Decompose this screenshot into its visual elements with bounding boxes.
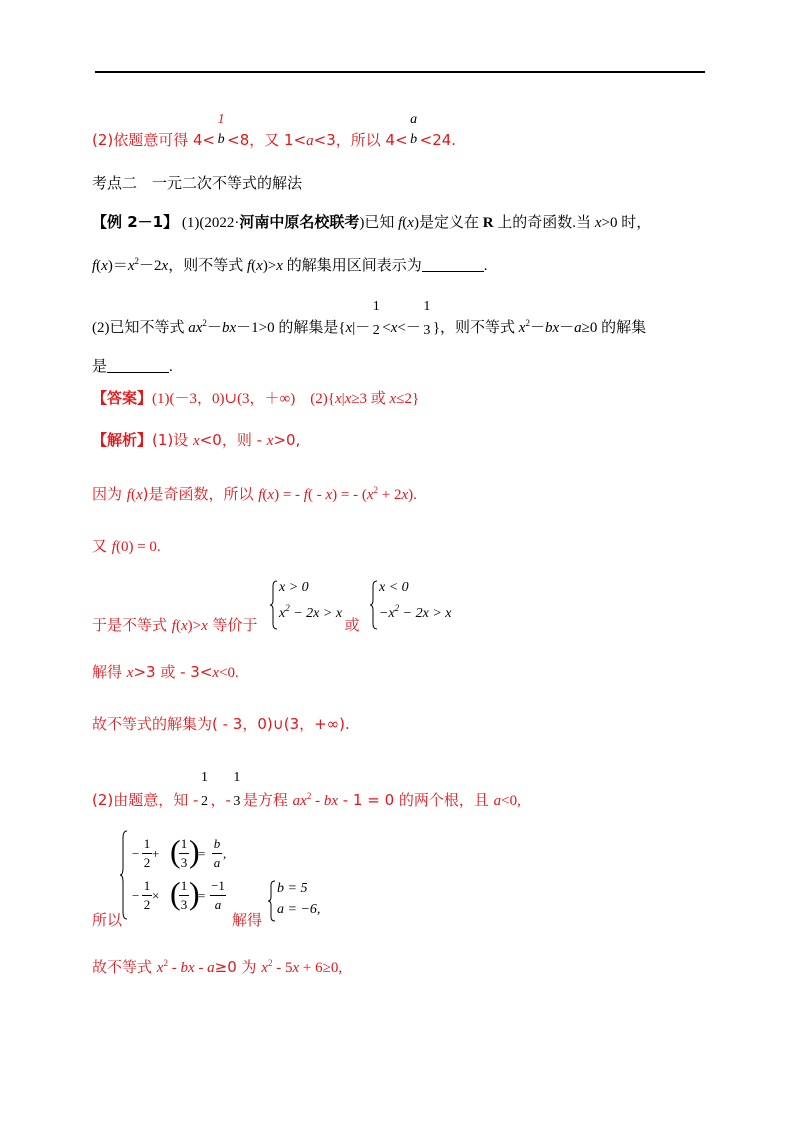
text: )是定义在 xyxy=(413,215,483,231)
var: x xyxy=(201,618,208,634)
analysis-line xyxy=(92,430,300,451)
var: x xyxy=(366,487,374,503)
section-title: 考点二 一元二次不等式的解法 xyxy=(92,176,303,192)
text: (2)依题意可得 4< xyxy=(92,131,216,149)
var: x xyxy=(594,215,602,231)
question-2-line xyxy=(92,298,647,339)
text: <0，则 - xyxy=(199,431,267,449)
text: ≥3 或 xyxy=(351,391,390,407)
var: a xyxy=(574,320,582,336)
text: . xyxy=(483,258,488,274)
equals: = xyxy=(198,888,206,903)
section-heading xyxy=(92,174,302,194)
text: － xyxy=(559,320,575,336)
system-term: − 2x > x xyxy=(289,606,343,621)
text: 于是不等式 xyxy=(92,616,172,634)
text: <0. xyxy=(219,665,239,681)
text: ( xyxy=(251,258,257,274)
fraction-numerator: 1 xyxy=(233,769,241,785)
text: ≥0 的解集 xyxy=(581,320,647,336)
text: (2)由题意，知 - xyxy=(92,791,199,809)
var: x xyxy=(407,215,414,231)
brace-icon xyxy=(120,830,128,920)
system-row: x > 0 xyxy=(279,580,309,595)
set-R: R xyxy=(482,215,494,231)
prev-solution-line xyxy=(92,111,457,152)
text: ( - xyxy=(307,487,326,503)
var: x xyxy=(518,320,526,336)
text: <0, xyxy=(501,793,521,809)
fraction-denominator: a xyxy=(214,897,222,912)
var: ax xyxy=(188,320,203,336)
exponent: 2 xyxy=(525,318,530,328)
text: )已知 xyxy=(359,215,399,231)
text: )> xyxy=(187,618,202,634)
fraction-numerator: 1 xyxy=(372,298,380,314)
var: f xyxy=(111,539,116,555)
text: <24. xyxy=(419,131,457,149)
comma: , xyxy=(223,846,227,861)
fraction-numerator: 1 xyxy=(217,111,225,127)
fraction-denominator: a xyxy=(213,855,221,870)
text: 因为 xyxy=(92,485,127,503)
var: x xyxy=(344,391,352,407)
minus: − xyxy=(132,846,140,861)
var: x xyxy=(256,258,263,274)
text: )是奇函数，所以 xyxy=(142,485,259,503)
text: 的解集用区间表示为 xyxy=(282,258,422,274)
var: x xyxy=(261,960,268,976)
text: - 1 = 0 的两个根，且 xyxy=(337,791,494,809)
text: ( xyxy=(130,487,136,503)
minus: − xyxy=(132,888,140,903)
solution-step-8 xyxy=(92,957,342,978)
solution-step-5 xyxy=(92,714,350,735)
text: (1)(2022· xyxy=(178,215,240,231)
var: a xyxy=(493,793,502,809)
exponent: 2 xyxy=(202,318,207,328)
solution-step-4 xyxy=(92,662,239,683)
text: － xyxy=(529,320,545,336)
answer-blank xyxy=(422,257,484,272)
text: ，- xyxy=(210,791,231,809)
var: x xyxy=(127,258,135,274)
solution-step-2 xyxy=(92,536,161,557)
source: 河南中原名校联考 xyxy=(239,213,360,231)
text: ≥0 为 xyxy=(214,958,262,976)
text: 所以 xyxy=(92,911,123,929)
fraction-numerator: 1 xyxy=(143,878,151,893)
var: x xyxy=(389,391,397,407)
text: )＝ xyxy=(107,258,128,274)
example-tag: 【例 2－1】 xyxy=(92,213,179,231)
text: <3，所以 4< xyxy=(313,131,408,149)
var: f xyxy=(171,618,176,634)
equation-system: − 1 2 + ( 1 3 ) = b a , − 1 2 × ( 1 3 ) = −1 a xyxy=(120,830,235,922)
text: 上的奇函数.当 xyxy=(493,215,595,231)
text: －1>0 的解集是{ xyxy=(236,320,346,336)
text: 故不等式 xyxy=(92,958,157,976)
var: ax xyxy=(292,793,307,809)
exponent: 2 xyxy=(285,603,290,613)
text: ，则不等式 xyxy=(168,258,247,274)
var: f xyxy=(258,487,263,503)
text: < xyxy=(382,320,391,336)
text: 故不等式的解集为( - 3，0)∪(3，+∞). xyxy=(92,715,350,733)
answer-line xyxy=(92,388,419,409)
exponent: 2 xyxy=(373,485,379,495)
text: ( xyxy=(96,258,102,274)
solve-label xyxy=(232,910,262,931)
var: x xyxy=(193,433,200,449)
header-rule xyxy=(95,71,705,73)
text: 又 xyxy=(92,537,112,555)
text: 或 xyxy=(344,616,360,634)
answer-blank xyxy=(107,358,169,373)
exponent: 2 xyxy=(394,603,400,613)
var: x xyxy=(126,665,134,681)
exponent: 2 xyxy=(163,958,168,968)
answer-tag: 【答案】 xyxy=(92,389,153,407)
text: + 2 xyxy=(378,487,402,503)
solution-step-7 xyxy=(92,910,122,931)
var: x xyxy=(161,258,169,274)
text: >0, xyxy=(273,431,301,449)
text: 解得 xyxy=(232,911,263,929)
text: －2 xyxy=(139,258,162,274)
fraction-numerator: −1 xyxy=(211,878,225,893)
text: (0) = 0. xyxy=(115,539,161,555)
fraction-denominator: 3 xyxy=(180,897,188,912)
text: 解得 xyxy=(92,663,127,681)
text: ). xyxy=(408,487,417,503)
text: ( xyxy=(262,487,268,503)
text: (1)(－3，0)∪(3，＋∞) (2){ xyxy=(152,391,335,407)
exponent: 2 xyxy=(267,958,273,968)
var: x xyxy=(135,487,143,503)
fraction-numerator: 1 xyxy=(200,769,208,785)
system-row: b = 5 xyxy=(277,881,308,896)
question-2-line-b xyxy=(92,357,173,377)
brace-icon xyxy=(270,580,278,630)
fraction-denominator: b xyxy=(410,131,418,147)
text: - xyxy=(194,960,208,976)
fraction-denominator: 2 xyxy=(143,855,151,870)
text: ) = - xyxy=(274,487,304,503)
exponent: 2 xyxy=(134,256,140,266)
fraction-numerator: 1 xyxy=(180,878,188,893)
var: f xyxy=(398,215,403,231)
equals: = xyxy=(198,846,206,861)
fraction-denominator: 2 xyxy=(143,897,151,912)
text: 是 xyxy=(92,359,108,375)
example-line-1 xyxy=(92,212,651,233)
text: }，则不等式 xyxy=(432,320,519,336)
var: bx xyxy=(544,320,560,336)
var: x xyxy=(266,433,274,449)
plus: + xyxy=(152,846,160,861)
system-term: −x xyxy=(379,606,395,621)
text: ) = - ( xyxy=(332,487,367,503)
solution-step-1 xyxy=(92,484,417,505)
var: bx xyxy=(323,793,338,809)
var: bx xyxy=(221,320,237,336)
var: x xyxy=(212,665,220,681)
fraction-numerator: 1 xyxy=(180,836,188,851)
text: . xyxy=(169,359,173,375)
text: ( xyxy=(402,215,408,231)
fraction-numerator: 1 xyxy=(423,298,431,314)
var: x xyxy=(101,258,108,274)
text: >3 或 - 3< xyxy=(133,663,213,681)
var: x xyxy=(325,487,333,503)
fraction-denominator: 3 xyxy=(180,855,188,870)
text: ≤2} xyxy=(396,391,420,407)
fraction-numerator: 1 xyxy=(143,836,151,851)
var: f xyxy=(246,258,252,274)
text: ( xyxy=(175,618,181,634)
var: f xyxy=(303,487,308,503)
var-a: a xyxy=(306,133,314,149)
text: )> xyxy=(262,258,277,274)
fraction-denominator: 2 xyxy=(200,793,208,809)
brace-icon xyxy=(268,880,276,922)
var: x xyxy=(334,391,342,407)
fraction-numerator: a xyxy=(410,111,418,127)
text: - 5 xyxy=(272,960,293,976)
var: bx xyxy=(180,960,195,976)
system-2 xyxy=(370,580,470,632)
var: x xyxy=(401,487,409,503)
times: × xyxy=(152,888,160,903)
text: <－ xyxy=(397,320,421,336)
text: － xyxy=(206,320,222,336)
example-line-2 xyxy=(92,256,487,276)
var: x xyxy=(292,960,300,976)
text: - xyxy=(167,960,181,976)
text: (2)已知不等式 xyxy=(92,320,189,336)
system-row: a = −6, xyxy=(277,902,321,917)
var: x xyxy=(180,618,188,634)
var: x xyxy=(390,320,398,336)
brace-icon xyxy=(370,580,378,630)
system-row: x < 0 xyxy=(379,580,409,595)
text: (1)设 xyxy=(152,431,194,449)
result-system xyxy=(268,880,338,924)
text: <8，又 1< xyxy=(227,131,307,149)
var: a xyxy=(207,960,215,976)
var: x xyxy=(267,487,275,503)
var: x xyxy=(156,960,164,976)
text: 是方程 xyxy=(242,791,293,809)
fraction-denominator: 3 xyxy=(423,322,431,338)
system-term: x xyxy=(279,606,286,621)
analysis-tag: 【解析】 xyxy=(92,431,153,449)
var: x xyxy=(345,320,353,336)
fraction-denominator: 2 xyxy=(372,322,380,338)
text: 等价于 xyxy=(207,616,258,634)
fraction-numerator: b xyxy=(213,836,221,851)
var: f xyxy=(92,258,97,274)
fraction-denominator: 3 xyxy=(233,793,241,809)
system-1 xyxy=(270,580,360,632)
text: | xyxy=(341,391,345,407)
exponent: 2 xyxy=(306,791,312,801)
var: x xyxy=(276,258,283,274)
text: - xyxy=(311,793,324,809)
text: |－ xyxy=(352,320,371,336)
system-term: − 2x > x xyxy=(399,606,452,621)
solution-step-6 xyxy=(92,769,521,812)
text: + 6≥0, xyxy=(299,960,343,976)
text: >0 时， xyxy=(601,215,652,231)
var: f xyxy=(126,487,131,503)
fraction-denominator: b xyxy=(217,131,225,147)
